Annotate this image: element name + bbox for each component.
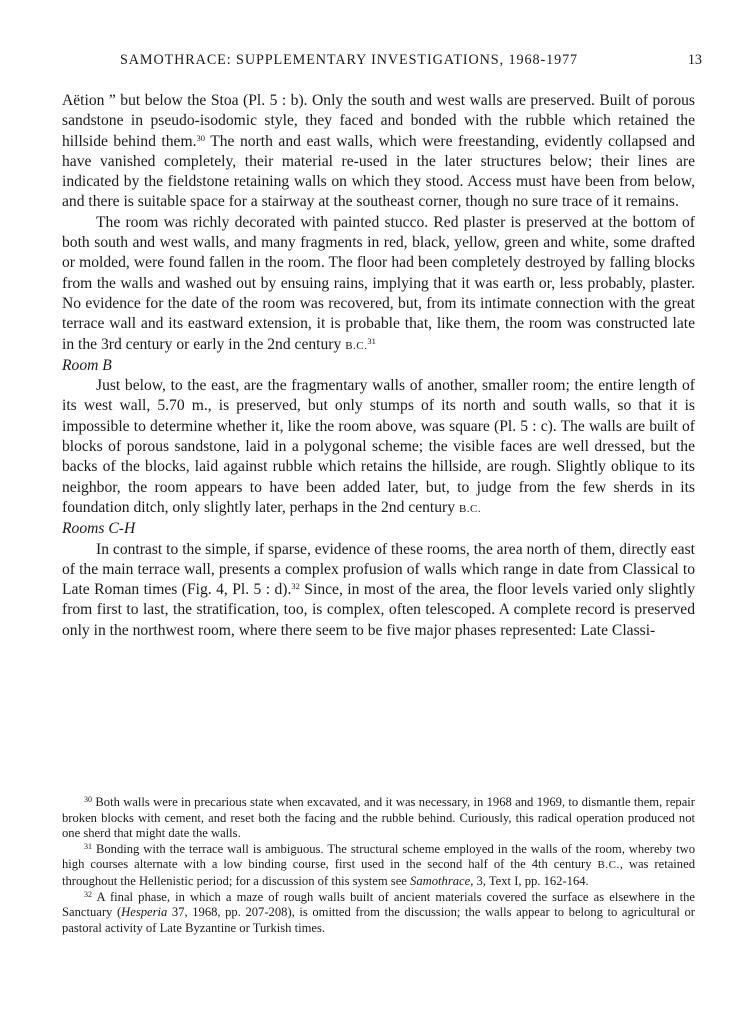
footnote: $^{31}$ Bonding with the terrace wall is ambiguous. The structural scheme employed in the walls of the room, whereby two high courses alternate with a low binding course, first used in the second half of the 4th century B.C., was retained throughout the Hellenistic period; for a discussion of this system see Samothrace, 3, Text I, pp. 162-164. bbox=[62, 841, 695, 888]
footnote-ref[interactable]: 30 bbox=[196, 132, 205, 143]
section-heading: Room B bbox=[62, 356, 112, 374]
footnote: $^{32}$ A final phase, in which a maze of rough walls built of ancient materials covered the surface as elsewhere in the Sanctuary (Hesperia 37, 1968, pp. 207-208), is omitted from the discussion; the walls appear to belong to agricultural or pastoral activity of Late Byzantine or Turkish times. bbox=[62, 889, 695, 935]
section-heading: Rooms C-H bbox=[62, 520, 136, 538]
running-title: SAMOTHRACE: SUPPLEMENTARY INVESTIGATIONS, 1968-1977 bbox=[120, 52, 579, 68]
body-text bbox=[62, 91, 695, 641]
page-number: 13 bbox=[687, 52, 702, 68]
footnote-ref[interactable]: 31 bbox=[367, 335, 376, 346]
footnote-ref[interactable]: 32 bbox=[291, 581, 300, 592]
footnotes bbox=[62, 795, 695, 936]
paragraph: Just below, to the east, are the fragmentary walls of another, smaller room; the entire length of its west wall, 5.70 m., is preserved, but only stumps of its north and south walls, so that it is impossible to determine whether it, like the room above, was square (Pl. 5 : c). The walls are built of blocks of porous sandstone, laid in a polygonal scheme; the visible faces are well dressed, but the backs of the blocks, laid against rubble which retains the hillside, are rough. Slightly oblique to its neighbor, the room appears to have been added later, but, to judge from the few sherds in its foundation ditch, only slightly later, perhaps in the 2nd century B.C. bbox=[62, 377, 695, 516]
footnote: $^{30}$ Both walls were in precarious state when excavated, and it was necessary, in 1968 and 1969, to dismantle them, repair broken blocks with cement, and reset both the facing and the rubble behind. Curiously, this radical operation produced not one sherd that might date the walls. bbox=[62, 795, 695, 841]
paragraph: In contrast to the simple, if sparse, evidence of these rooms, the area north of them, directly east of the main terrace wall, presents a complex profusion of walls which range in date from Classical to Late Roman times (Fig. 4, Pl. 5 : d).$^{32}$ Since, in most of the area, the floor levels varied only slightly from first to last, the stratification, too, is complex, often telescoped. A complete record is preserved only in the northwest room, where there seem to be five major phases represented: Late Classi- bbox=[62, 540, 696, 639]
paragraph: The room was richly decorated with painted stucco. Red plaster is preserved at the bottom of both south and west walls, and many fragments in red, black, yellow, green and white, some drafted or molded, were found fallen in the room. The floor had been completely destroyed by falling blocks from the walls and washed out by ensuing rains, implying that it was earth or, less probably, plaster. No evidence for the date of the room was recovered, but, from its intimate connection with the great terrace wall and its eastward extension, it is probable that, like them, the room was constructed late in the 3rd century or early in the 2nd century B.C.$^{31}$ bbox=[62, 213, 695, 353]
paragraph: Aëtion ” but below the Stoa (Pl. 5 : b). Only the south and west walls are preserved. Built of porous sandstone in pseudo-isodomic style, they faced and bonded with the rubble which retained the hillside behind them.$^{30}$ The north and east walls, which were freestanding, evidently collapsed and have vanished completely, their material re-used in the later structures below; their lines are indicated by the fieldstone retaining walls on which they stood. Access must have been from below, and there is suitable space for a stairway at the southeast corner, though no sure trace of it remains. bbox=[62, 92, 695, 211]
